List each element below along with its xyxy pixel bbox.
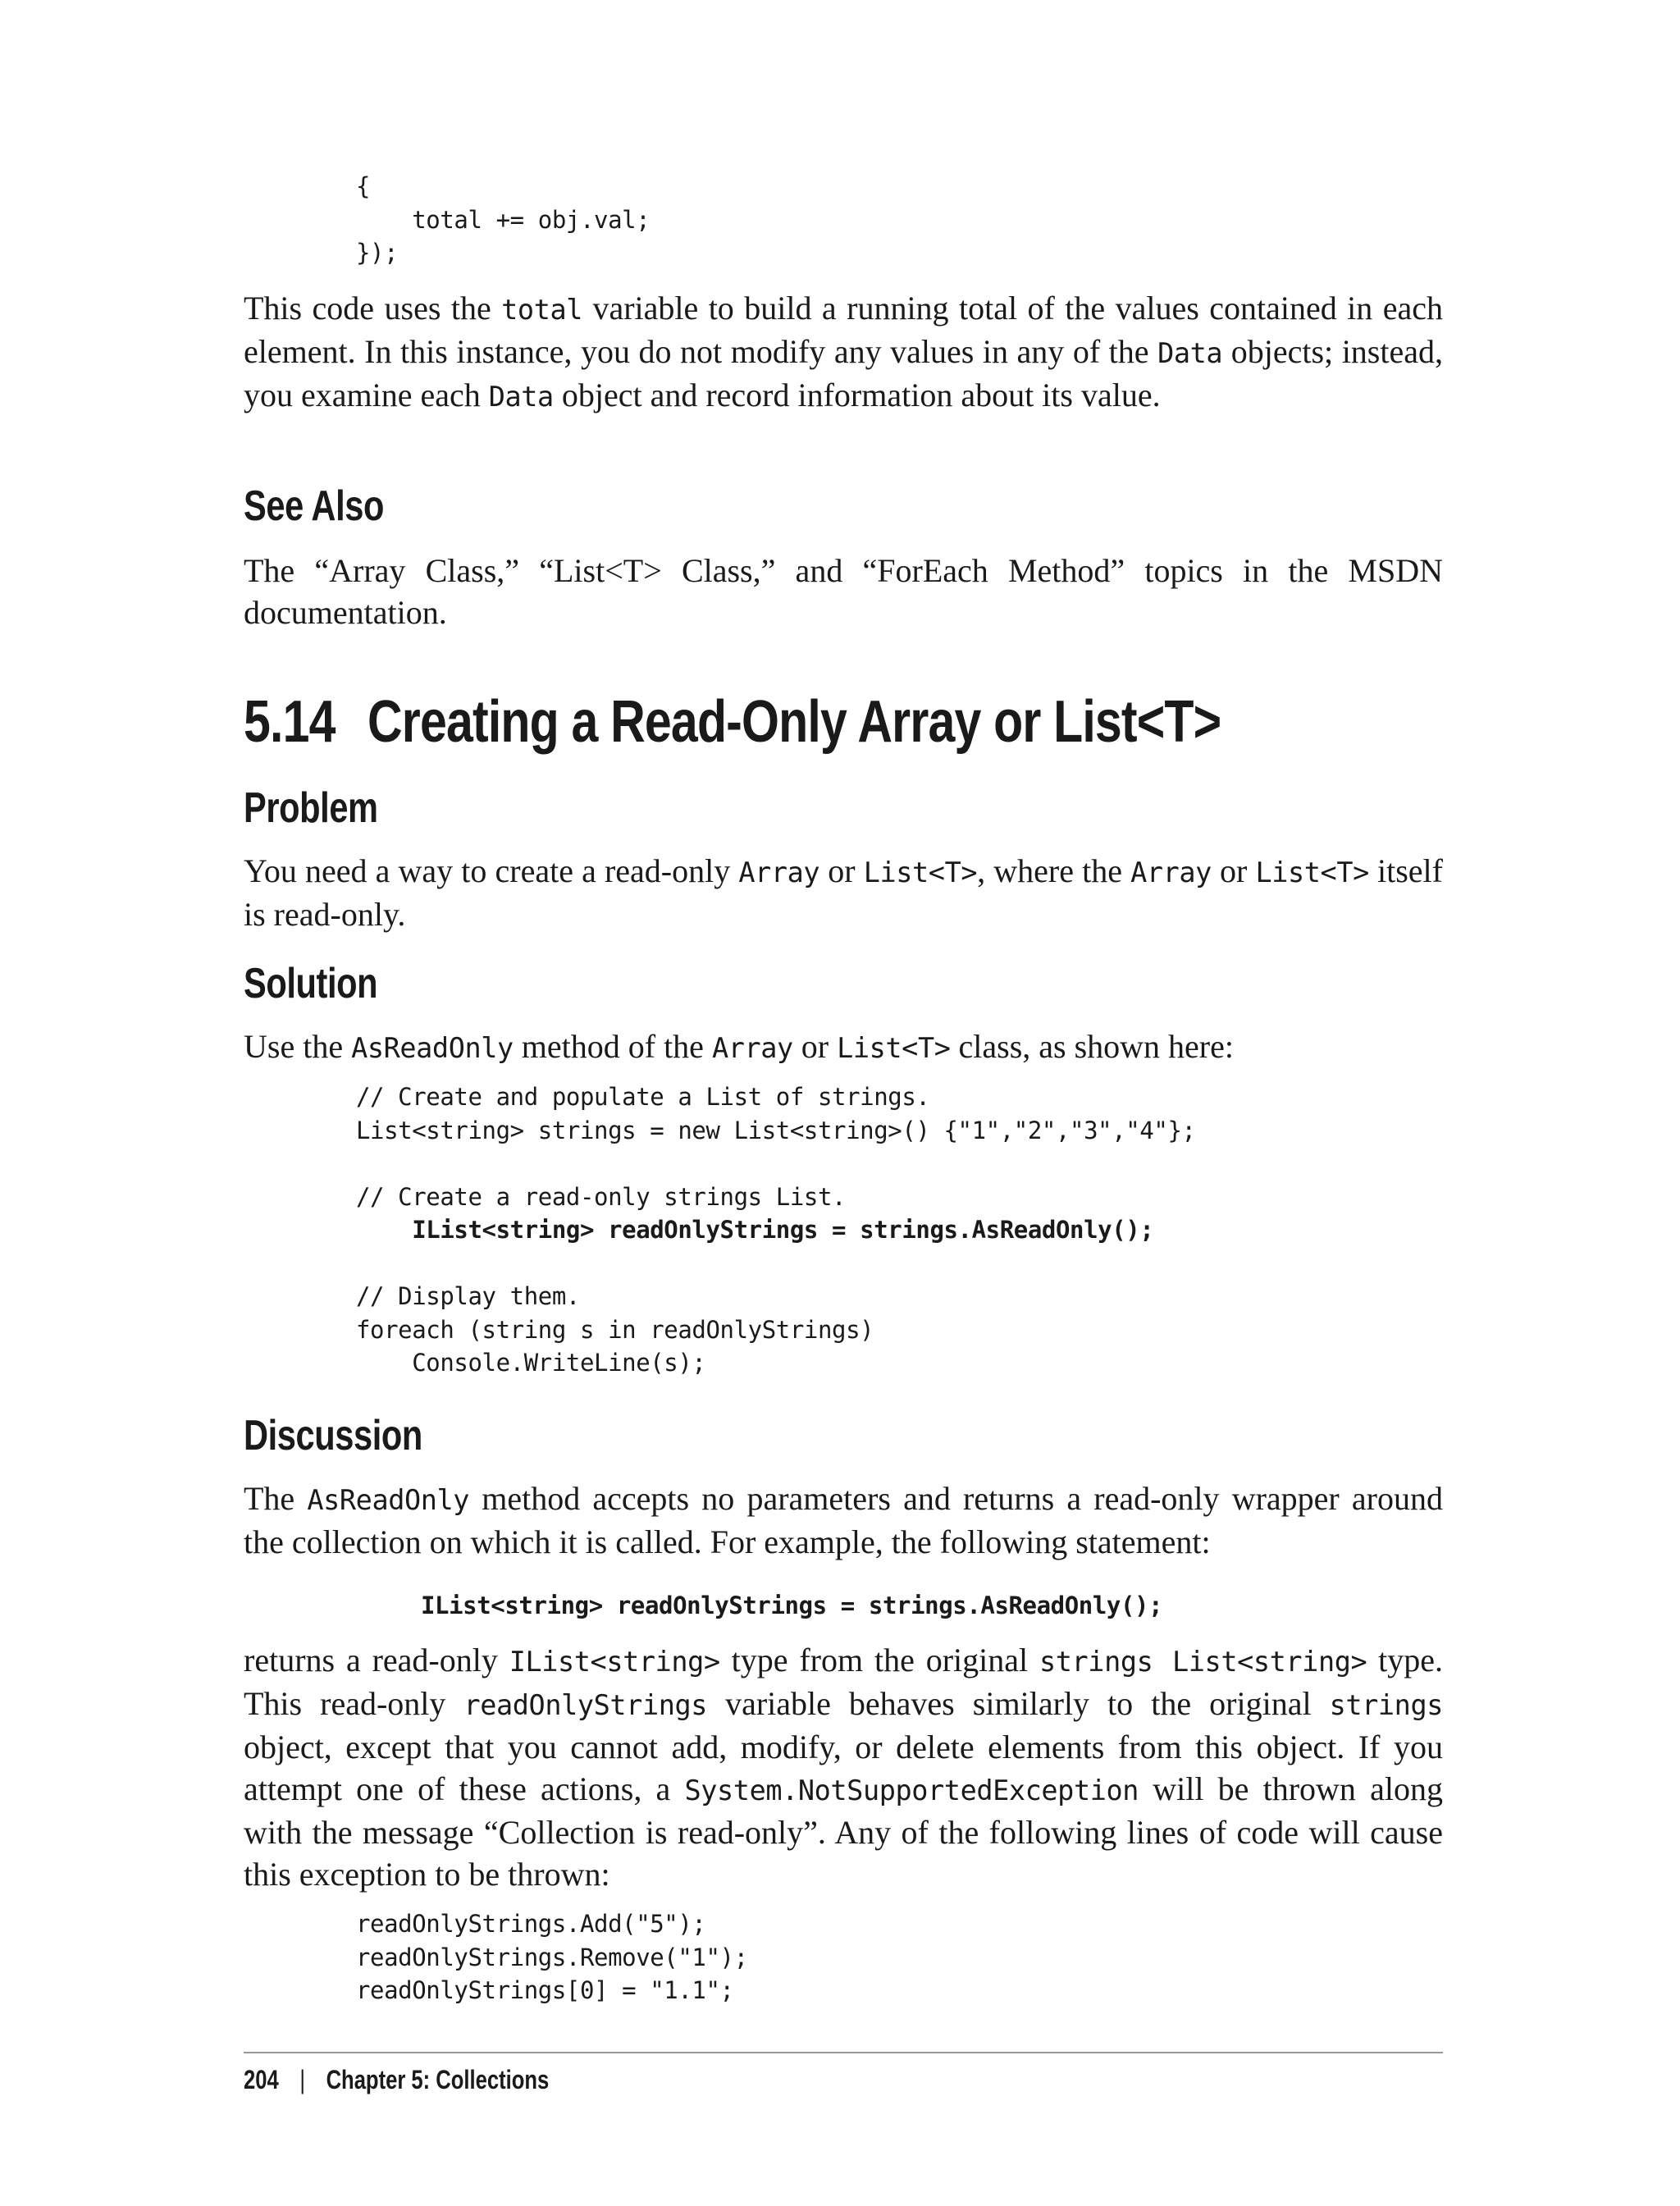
text-run: variable behaves similarly to the original [707,1685,1330,1722]
section-title-text: Creating a Read-Only Array or List<T> [367,689,1221,755]
text-run: , where the [977,852,1131,889]
inline-code: strings List<string> [1039,1646,1367,1678]
code-line: total += obj.val; [356,205,651,234]
text-run: itself is read-only. [244,852,1443,933]
code-block-solution [356,1080,1196,1380]
code-line: { [356,172,371,200]
inline-code: List<T> [863,856,978,888]
text-run: Use the [244,1028,352,1065]
code-line: foreach (string s in readOnlyStrings) [356,1315,874,1344]
inline-code: Array [711,1032,793,1064]
section-title [244,689,1221,755]
inline-code: IList<string> [509,1646,720,1678]
inline-code: Data [488,381,554,413]
text-run: method of the [513,1028,712,1065]
text-run: object and record information about its value. [553,377,1161,413]
footer-separator: | [299,2065,305,2094]
code-block-exceptions [356,1907,748,2007]
inline-code: Data [1157,337,1223,369]
page-footer [244,2059,549,2100]
heading-see-also: See Also [244,482,384,530]
code-line: readOnlyStrings[0] = "1.1"; [356,1976,734,2004]
code-statement-asreadonly: IList<string> readOnlyStrings = strings.AsReadOnly(); [421,1592,1163,1619]
code-line: readOnlyStrings.Remove("1"); [356,1943,748,1971]
text-run: objects; instead, you examine each [244,333,1443,413]
code-line: // Display them. [356,1282,580,1310]
text-run: class, as shown here: [950,1028,1234,1065]
text-run: or [1211,852,1256,889]
inline-code: List<T> [1255,856,1369,888]
inline-code: List<T> [837,1032,951,1064]
code-block-top [356,170,650,270]
heading-solution: Solution [244,960,378,1007]
text-run: will be thrown along with the message “Collection is read-only”. Any of the following lines of code will cause this exception to be thrown: [244,1770,1444,1893]
inline-code: Array [738,856,820,888]
page-number: 204 [244,2065,279,2094]
heading-problem: Problem [244,784,378,832]
chapter-title: Chapter 5: Collections [326,2065,550,2094]
text-run: returns a read-only [244,1642,509,1678]
paragraph-solution [244,1025,1443,1069]
paragraph-running-total [244,287,1443,418]
inline-code: AsReadOnly [351,1032,514,1064]
code-line: // Create a read-only strings List. [356,1182,847,1211]
inline-code: System.NotSupportedException [684,1774,1139,1806]
paragraph-see-also: The “Array Class,” “List<T> Class,” and “ForEach Method” topics in the MSDN documentation. [244,552,1443,631]
inline-code: total [501,294,582,326]
text-run: variable to build a running total of the values contained in each element. In this instance, you do not modify any values in any of the [244,290,1443,370]
code-line: Console.WriteLine(s); [356,1349,706,1377]
heading-discussion: Discussion [244,1412,422,1459]
inline-code: Array [1130,856,1212,888]
code-line: }); [356,239,399,267]
paragraph-discussion-1 [244,1478,1443,1563]
paragraph-discussion-2 [244,1639,1443,1895]
code-line: List<string> strings = new List<string>() {"1","2","3","4"}; [356,1116,1196,1144]
section-number: 5.14 [244,689,336,755]
text-run: method accepts no parameters and returns a read-only wrapper around the collection on which it is called. For example, the following statement: [244,1480,1444,1560]
code-line: // Create and populate a List of strings. [356,1083,930,1111]
text-run: This code uses the [244,290,502,327]
text-run: type. This read-only [244,1642,1443,1722]
text-run: The [244,1480,308,1517]
inline-code: AsReadOnly [307,1484,470,1516]
text-run: You need a way to create a read-only [244,852,739,889]
text-run: type from the original [719,1642,1039,1678]
inline-code: readOnlyStrings [463,1689,708,1721]
inline-code: strings [1329,1689,1443,1721]
footer-divider [244,2052,1443,2053]
code-line: readOnlyStrings.Add("5"); [356,1910,706,1938]
text-run: or [819,852,864,889]
text-run: object, except that you cannot add, modify, or delete elements from this object. If you attempt one of these actions, a [244,1729,1443,1807]
code-line-highlighted: IList<string> readOnlyStrings = strings.AsReadOnly(); [356,1216,1154,1244]
text-run: or [792,1028,838,1065]
paragraph-problem [244,850,1443,935]
